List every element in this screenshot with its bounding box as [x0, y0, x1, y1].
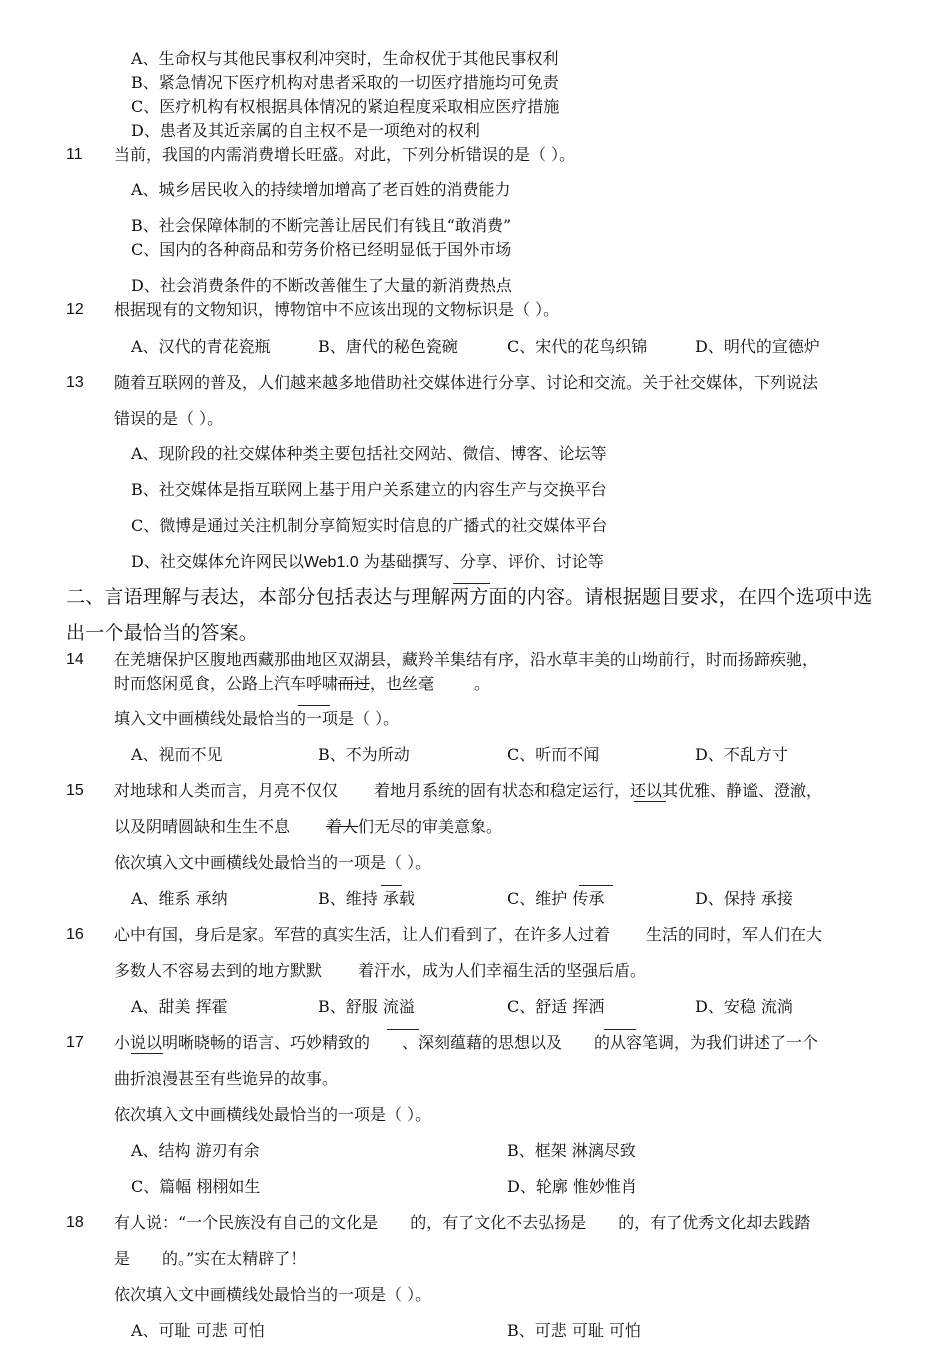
section2-heading-line2: 出一个最恰当的答案。	[66, 622, 259, 644]
q17-number: 17	[66, 1034, 84, 1051]
q18-stem-part3: 的，有了优秀文化却去践踏	[618, 1213, 811, 1232]
q16-option-c: C、舒适 挥洒	[507, 997, 605, 1016]
q15-stem-part2: 着地月系统的固有状态和稳定运行，还以其优雅、静谧、澄澈，	[374, 781, 823, 800]
q14-number: 14	[66, 651, 84, 668]
q15-struck-text: 着人	[326, 817, 359, 836]
q14-option-b: B、不为所动	[318, 745, 410, 764]
q11-stem: 当前，我国的内需消费增长旺盛。对此，下列分析错误的是（ ）。	[114, 145, 576, 164]
q13-option-d-prefix: D、社交媒体允许网民以	[131, 552, 304, 571]
q11-option-c: C、国内的各种商品和劳务价格已经明显低于国外市场	[131, 240, 512, 259]
q17-stem-part1: 小说以明晰晓畅的语言、巧妙精致的	[114, 1033, 371, 1052]
q17-prompt: 依次填入文中画横线处最恰当的一项是（ ）。	[114, 1105, 432, 1124]
q17-underline-mark-2	[604, 1029, 636, 1030]
q18-stem-part5: 的。”实在太精辟了！	[162, 1249, 307, 1268]
q11-option-a: A、城乡居民收入的持续增加增高了老百姓的消费能力	[131, 180, 511, 199]
q17-option-c: C、篇幅 栩栩如生	[131, 1177, 261, 1196]
q15-option-c-mark	[579, 885, 613, 886]
q15-stem-part4: 们无尽的审美意象。	[358, 817, 503, 836]
q14-option-a: A、视而不见	[131, 745, 223, 764]
q13-option-d	[131, 552, 604, 573]
q12-option-c: C、宋代的花鸟织锦	[507, 337, 648, 356]
q18-stem-part1: 有人说：“一个民族没有自己的文化是	[114, 1213, 379, 1232]
q13-stem-line2: 错误的是（ ）。	[114, 409, 224, 428]
q17-stem-line2: 曲折浪漫甚至有些诡异的故事。	[114, 1069, 339, 1088]
q18-stem-part2: 的，有了文化不去弘扬是	[410, 1213, 587, 1232]
q14-stem-line1: 在羌塘保护区腹地西藏那曲地区双湖县，藏羚羊集结有序，沿水草丰美的山坳前行，时而扬蹄疾驰，	[114, 650, 819, 669]
q12-stem: 根据现有的文物知识，博物馆中不应该出现的文物标识是（ ）。	[114, 300, 560, 319]
q13-option-a: A、现阶段的社交媒体种类主要包括社交网站、微信、博客、论坛等	[131, 444, 607, 463]
q14-option-c: C、听而不闻	[507, 745, 600, 764]
q13-number: 13	[66, 374, 84, 391]
q14-stem-part1: 时而悠闲觅食，公路上汽车呼啸	[114, 674, 339, 693]
q14-underline-mark	[298, 705, 330, 706]
q15-stem-line2	[114, 817, 502, 837]
q17-option-b: B、框架 淋漓尽致	[507, 1141, 636, 1160]
q17-option-a: A、结构 游刃有余	[131, 1141, 260, 1160]
section2-underline-mark	[453, 583, 490, 584]
q15-option-d: D、保持 承接	[695, 889, 793, 908]
q18-stem-part4: 是	[114, 1249, 131, 1268]
q18-option-b: B、可悲 可耻 可怕	[507, 1321, 641, 1340]
q13-stem-line1: 随着互联网的普及，人们越来越多地借助社交媒体进行分享、讨论和交流。关于社交媒体，下列说法	[114, 373, 819, 392]
q15-stem-line1	[114, 781, 822, 801]
q13-option-c: C、微博是通过关注机制分享简短实时信息的广播式的社交媒体平台	[131, 516, 608, 535]
q16-stem-part4: 着汗水，成为人们幸福生活的坚强后盾。	[358, 961, 647, 980]
q16-option-a: A、甜美 挥霍	[131, 997, 228, 1016]
q14-stem-line2	[114, 674, 490, 694]
q11-option-d: D、社会消费条件的不断改善催生了大量的新消费热点	[131, 276, 512, 295]
q14-struck-text: 而过	[338, 674, 371, 693]
q18-number: 18	[66, 1214, 84, 1231]
q12-option-a: A、汉代的青花瓷瓶	[131, 337, 271, 356]
q14-option-d: D、不乱方寸	[695, 745, 788, 764]
q18-prompt: 依次填入文中画横线处最恰当的一项是（ ）。	[114, 1285, 432, 1304]
q10-option-b: B、紧急情况下医疗机构对患者采取的一切医疗措施均可免责	[131, 73, 559, 92]
q14-stem-part2: ，也丝毫	[370, 674, 435, 693]
q15-option-c: C、维护 传承	[507, 889, 605, 908]
q15-option-a: A、维系 承纳	[131, 889, 228, 908]
q17-stem-part2: 、深刻蕴藉的思想以及	[402, 1033, 563, 1052]
q15-underline-mark	[634, 801, 666, 802]
q10-option-d: D、患者及其近亲属的自主权不是一项绝对的权利	[131, 121, 480, 140]
q16-stem-line2	[114, 961, 646, 981]
q11-number: 11	[66, 146, 83, 163]
q15-option-b-mark	[381, 885, 402, 886]
q15-stem-part3: 以及阴晴圆缺和生生不息	[114, 817, 291, 836]
q10-option-c: C、医疗机构有权根据具体情况的紧迫程度采取相应医疗措施	[131, 97, 560, 116]
q12-number: 12	[66, 301, 84, 318]
q18-option-a: A、可耻 可悲 可怕	[131, 1321, 265, 1340]
section2-heading-line1: 二、言语理解与表达，本部分包括表达与理解两方面的内容。请根据题目要求，在四个选项中选	[66, 586, 873, 608]
q15-number: 15	[66, 782, 84, 799]
q18-stem-line2	[114, 1249, 306, 1269]
q13-option-d-suffix: 为基础撰写、分享、评价、讨论等	[358, 552, 604, 571]
q13-option-b: B、社交媒体是指互联网上基于用户关系建立的内容生产与交换平台	[131, 480, 607, 499]
q16-stem-part2: 生活的同时，军人们在大	[646, 925, 823, 944]
q12-option-b: B、唐代的秘色瓷碗	[318, 337, 458, 356]
q16-option-b: B、舒服 流溢	[318, 997, 415, 1016]
q16-stem-part1: 心中有国，身后是家。军营的真实生活，让人们看到了，在许多人过着	[114, 925, 611, 944]
q16-option-d: D、安稳 流淌	[695, 997, 793, 1016]
q12-option-d: D、明代的宣德炉	[695, 337, 820, 356]
q16-number: 16	[66, 926, 84, 943]
q18-stem-line1	[114, 1213, 810, 1233]
q11-option-b: B、社会保障体制的不断完善让居民们有钱且“敢消费”	[131, 216, 512, 235]
q15-prompt: 依次填入文中画横线处最恰当的一项是（ ）。	[114, 853, 432, 872]
q17-underline-mark-3	[131, 1053, 163, 1054]
q15-stem-part1: 对地球和人类而言，月亮不仅仅	[114, 781, 339, 800]
q17-underline-mark-1	[387, 1029, 419, 1030]
q15-option-b: B、维持 承载	[318, 889, 415, 908]
q13-option-d-web: Web1.0	[303, 554, 359, 571]
q17-option-d: D、轮廓 惟妙惟肖	[507, 1177, 637, 1196]
q16-stem-line1	[114, 925, 822, 945]
q17-stem-line1	[114, 1033, 818, 1053]
q17-stem-part3: 的从容笔调，为我们讲述了一个	[594, 1033, 819, 1052]
q16-stem-part3: 多数人不容易去到的地方默默	[114, 961, 323, 980]
q14-stem-end: 。	[474, 674, 491, 693]
q10-option-a: A、生命权与其他民事权利冲突时，生命权优于其他民事权利	[131, 49, 559, 68]
q14-prompt: 填入文中画横线处最恰当的一项是（ ）。	[114, 709, 400, 728]
